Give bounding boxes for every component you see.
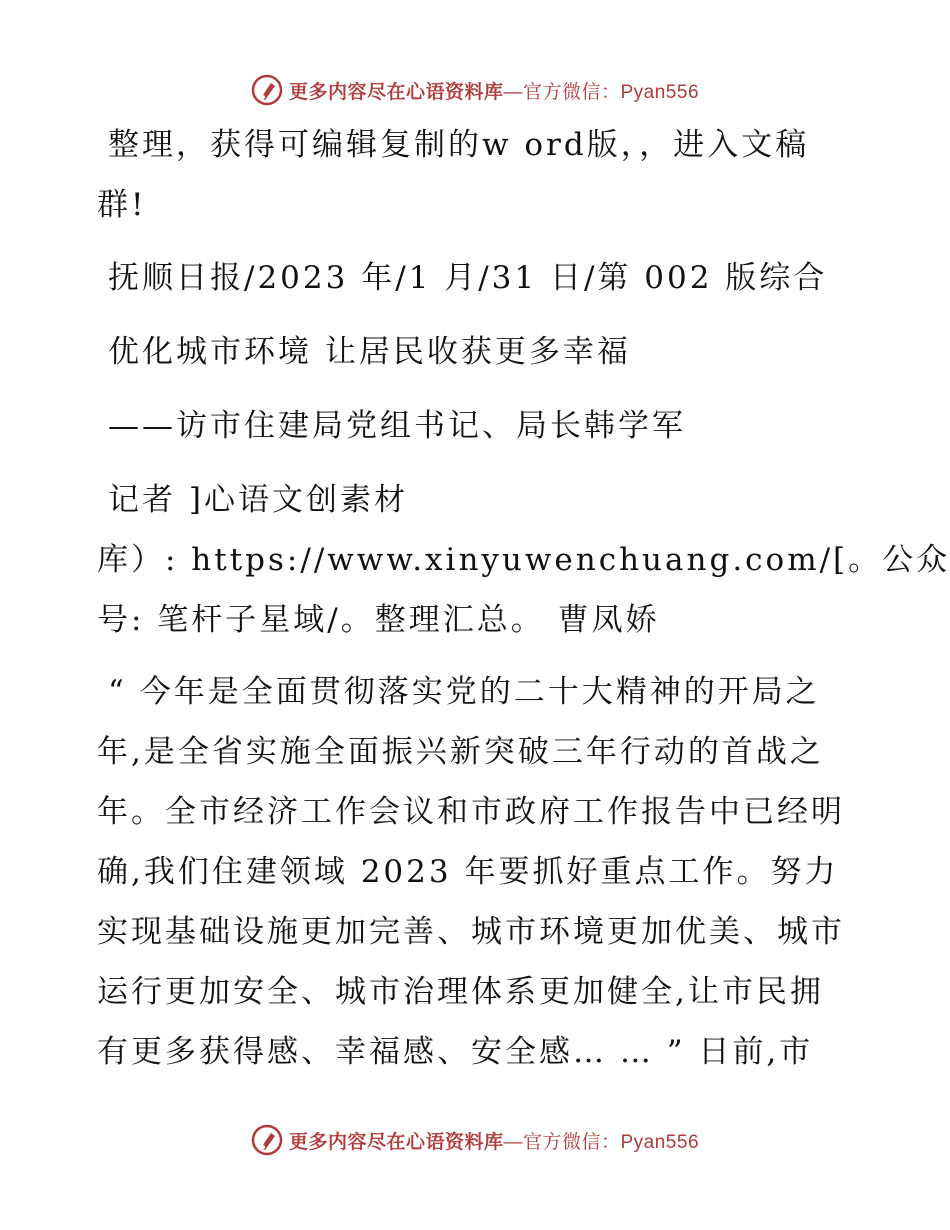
footer-banner-text (289, 1127, 699, 1154)
footer-banner-dash: — (503, 1131, 523, 1153)
source-line: 抚顺日报/2023 年/1 月/31 日/第 002 版综合 (108, 260, 828, 296)
header-banner-text (289, 77, 699, 104)
body-line: 整理，获得可编辑复制的w ord版，，进入文稿 (108, 127, 810, 163)
body-line: 群! (97, 187, 147, 223)
article-subtitle: ——访市住建局党组书记、局长韩学军 (108, 408, 686, 444)
header-banner-main: 更多内容尽在心语资料库 (288, 81, 504, 103)
header-banner-contact: 官方微信：Pyan556 (523, 81, 700, 103)
body-line: 运行更加安全、城市治理体系更加健全,让市民拥 (97, 974, 824, 1010)
footer-banner-contact: 官方微信：Pyan556 (523, 1131, 700, 1153)
body-line: 确,我们住建领域 2023 年要抓好重点工作。努力 (97, 854, 839, 890)
body-line: 有更多获得感、幸福感、安全感… … ” 日前,市 (97, 1034, 814, 1070)
body-line: 年,是全省实施全面振兴新突破三年行动的首战之 (97, 734, 824, 770)
byline: 记者 ]心语文创素材 (108, 482, 408, 518)
body-line: 库）: https://www.xinyuwenchuang.com/[。公众 (97, 542, 950, 578)
body-line: “ 今年是全面贯彻落实党的二十大精神的开局之 (108, 674, 820, 710)
body-line: 年。全市经济工作会议和市政府工作报告中已经明 (97, 794, 845, 830)
footer-banner (0, 1120, 950, 1160)
body-line: 号: 笔杆子星域/。整理汇总。 曹凤娇 (97, 602, 660, 638)
footer-banner-main: 更多内容尽在心语资料库 (288, 1131, 504, 1153)
body-line: 实现基础设施更加完善、城市环境更加优美、城市 (97, 914, 845, 950)
header-banner-dash: — (503, 81, 523, 103)
pen-nib-icon (251, 1124, 283, 1156)
header-banner (0, 70, 950, 110)
pen-nib-icon (251, 74, 283, 106)
article-title: 优化城市环境 让居民收获更多幸福 (108, 334, 631, 370)
